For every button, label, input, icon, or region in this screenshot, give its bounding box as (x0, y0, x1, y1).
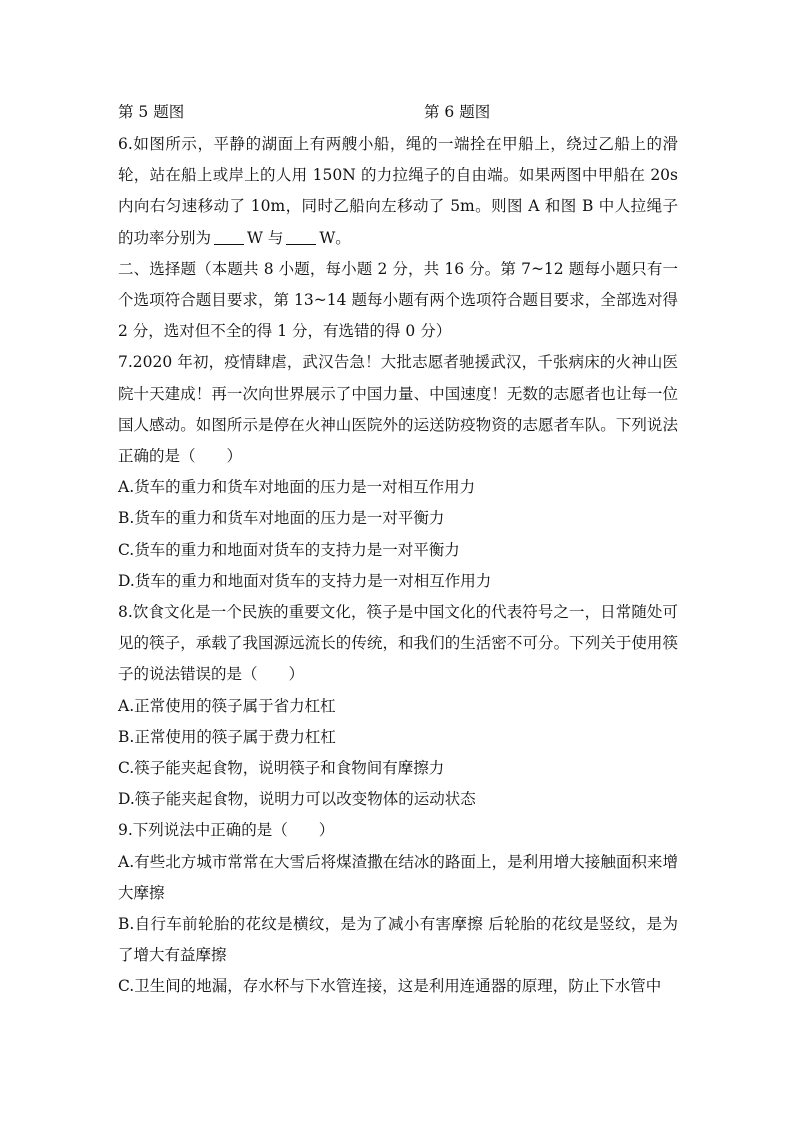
question-6 (118, 129, 678, 254)
question-7-option-d: D.货车的重力和地面对货车的支持力是一对相互作用力 (118, 571, 492, 590)
section-2-heading: 二、选择题（本题共 8 小题，每小题 2 分，共 16 分。第 7~12 题每小题只有一个选项符合题目要求，第 13~14 题每小题有两个选项符合题目要求，全部选对得 2 分，选对但不全的得 1 分，有选错的得 0 分） (118, 259, 678, 341)
question-7-option-b: B.货车的重力和货车对地面的压力是一对平衡力 (118, 509, 445, 528)
answer-blank-1 (214, 228, 244, 245)
question-7-option-c: C.货车的重力和地面对货车的支持力是一对平衡力 (118, 540, 460, 559)
figure-captions (118, 100, 678, 126)
question-9-option-a: A.有些北方城市常常在大雪后将煤渣撒在结冰的路面上，是利用增大接触面积来增大摩擦 (118, 852, 678, 902)
question-8-option-d: D.筷子能夹起食物，说明力可以改变物体的运动状态 (118, 790, 476, 809)
document-body (118, 129, 678, 1003)
figure-caption-q6: 第 6 题图 (424, 103, 491, 121)
question-8-stem: 8.饮食文化是一个民族的重要文化，筷子是中国文化的代表符号之一，日常随处可见的筷子，承载了我国源远流长的传统，和我们的生活密不可分。下列关于使用筷子的说法错误的是（ ） (118, 603, 678, 684)
question-8-option-c: C.筷子能夹起食物，说明筷子和食物间有摩擦力 (118, 759, 445, 778)
question-9-option-b: B.自行车前轮胎的花纹是横纹，是为了减小有害摩擦 后轮胎的花纹是竖纹，是为了增大有益摩擦 (118, 915, 678, 965)
question-8-option-b: B.正常使用的筷子属于费力杠杠 (118, 727, 336, 746)
question-6-text: 6.如图所示，平静的湖面上有两艘小船，绳的一端拴在甲船上，绕过乙船上的滑轮，站在船上或岸上的人用 150N 的力拉绳子的自由端。如果两图中甲船在 20s 内向右匀速移动了 10m，同时乙船向左移动了 5m。则图 A 和图 B 中人拉绳子的功率分别为 (118, 135, 678, 247)
figure-caption-q5: 第 5 题图 (118, 103, 185, 121)
question-6-end: W。 (319, 228, 351, 247)
question-6-mid: W 与 (247, 228, 284, 247)
question-7-option-a: A.货车的重力和货车对地面的压力是一对相互作用力 (118, 478, 476, 497)
question-9-stem: 9.下列说法中正确的是（ ） (118, 821, 335, 840)
answer-blank-2 (286, 228, 316, 245)
question-8-option-a: A.正常使用的筷子属于省力杠杠 (118, 696, 336, 715)
question-9-option-c: C.卫生间的地漏，存水杯与下水管连接，这是利用连通器的原理，防止下水管中 (118, 977, 662, 996)
question-7-stem: 7.2020 年初，疫情肆虐，武汉告急！大批志愿者驰援武汉，千张病床的火神山医院十天建成！再一次向世界展示了中国力量、中国速度！无数的志愿者也让每一位国人感动。如图所示是停在火神山医院外的运送防疫物资的志愿者车队。下列说法正确的是（ ） (118, 353, 678, 466)
